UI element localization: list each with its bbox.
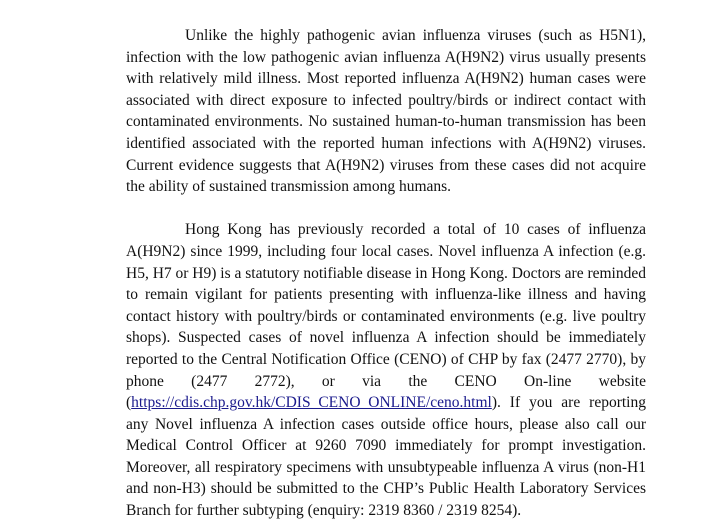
- document-body: [126, 25, 646, 522]
- ceno-online-link[interactable]: https://cdis.chp.gov.hk/CDIS_CENO_ONLINE/ceno.html: [131, 394, 492, 412]
- paragraph-hong-kong-reporting: [126, 219, 646, 521]
- paragraph-text-after-link: ). If you are reporting any Novel influenza A infection cases outside office hours, please also call our Medical Control Officer at 9260 7090 immediately for prompt investigation. Moreover, all respiratory specimens with unsubtypeable influenza A virus (non-H1 and non-H3) should be submitted to the CHP’s Public Health Laboratory Services Branch for further subtyping (enquiry: 2319 8360 / 2319 8254).: [126, 394, 646, 520]
- paragraph-text-before-link: Hong Kong has previously recorded a total of 10 cases of influenza A(H9N2) since 1999, including four local cases. Novel influenza A infection (e.g. H5, H7 or H9) is a statutory notifiable disease in Hong Kong. Doctors are reminded to remain vigilant for patients presenting with influenza-like illness and having contact history with poultry/birds or contaminated environments (e.g. live poultry shops). Suspected cases of novel influenza A infection should be immediately reported to the Central Notification Office (CENO) of CHP by fax (2477 2770), by phone (2477 2772), or via the CENO On-line website (: [126, 221, 646, 412]
- paragraph-h9n2-clinical-features: Unlike the highly pathogenic avian influenza viruses (such as H5N1), infection with the low pathogenic avian influenza A(H9N2) virus usually presents with relatively mild illness. Most reported influenza A(H9N2) human cases were associated with direct exposure to infected poultry/birds or indirect contact with contaminated environments. No sustained human-to-human transmission has been identified associated with the reported human infections with A(H9N2) viruses. Current evidence suggests that A(H9N2) viruses from these cases did not acquire the ability of sustained transmission among humans.: [126, 27, 646, 196]
